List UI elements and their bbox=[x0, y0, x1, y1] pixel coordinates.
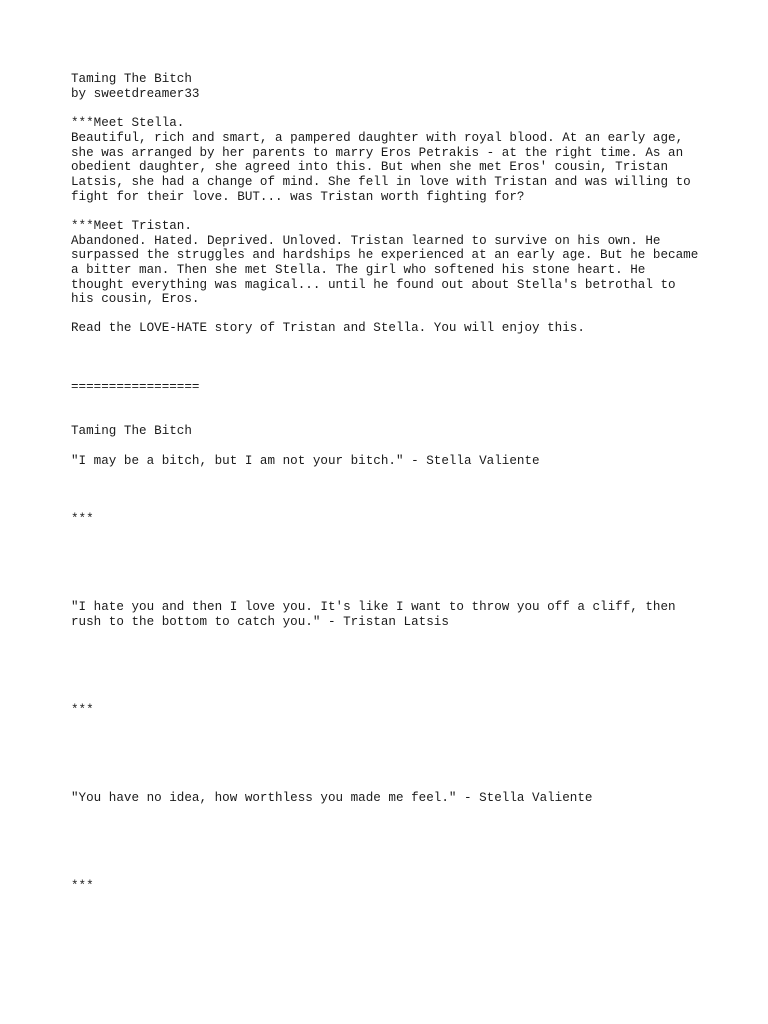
tristan-line: surpassed the struggles and hardships he experienced at an early age. But he became bbox=[71, 248, 699, 262]
book-title: Taming The Bitch bbox=[71, 72, 192, 86]
tristan-heading: ***Meet Tristan. bbox=[71, 219, 192, 233]
quote-line: "I may be a bitch, but I am not your bitch." - Stella Valiente bbox=[71, 454, 540, 468]
tristan-line: his cousin, Eros. bbox=[71, 292, 200, 306]
author-byline: by sweetdreamer33 bbox=[71, 87, 200, 101]
quote-line: rush to the bottom to catch you." - Tristan Latsis bbox=[71, 615, 449, 629]
tristan-line: a bitter man. Then she met Stella. The girl who softened his stone heart. He bbox=[71, 263, 646, 277]
stella-line: fight for their love. BUT... was Tristan worth fighting for? bbox=[71, 190, 525, 204]
stella-line: she was arranged by her parents to marry Eros Petrakis - at the right time. As an bbox=[71, 146, 684, 160]
tristan-line: Abandoned. Hated. Deprived. Unloved. Tristan learned to survive on his own. He bbox=[71, 234, 661, 248]
quote-separator: *** bbox=[71, 703, 94, 717]
quote-line: "You have no idea, how worthless you made me feel." - Stella Valiente bbox=[71, 791, 593, 805]
section-title: Taming The Bitch bbox=[71, 424, 192, 438]
quote-separator: *** bbox=[71, 879, 94, 893]
section-divider: ================= bbox=[71, 380, 200, 394]
stella-line: Beautiful, rich and smart, a pampered daughter with royal blood. At an early age, bbox=[71, 131, 684, 145]
stella-line: obedient daughter, she agreed into this. But when she met Eros' cousin, Tristan bbox=[71, 160, 669, 174]
stella-heading: ***Meet Stella. bbox=[71, 116, 185, 130]
invitation-text: Read the LOVE-HATE story of Tristan and Stella. You will enjoy this. bbox=[71, 321, 585, 335]
quote-line: "I hate you and then I love you. It's like I want to throw you off a cliff, then bbox=[71, 600, 676, 614]
tristan-line: thought everything was magical... until he found out about Stella's betrothal to bbox=[71, 278, 676, 292]
stella-line: Latsis, she had a change of mind. She fell in love with Tristan and was willing to bbox=[71, 175, 691, 189]
quote-separator: *** bbox=[71, 512, 94, 526]
